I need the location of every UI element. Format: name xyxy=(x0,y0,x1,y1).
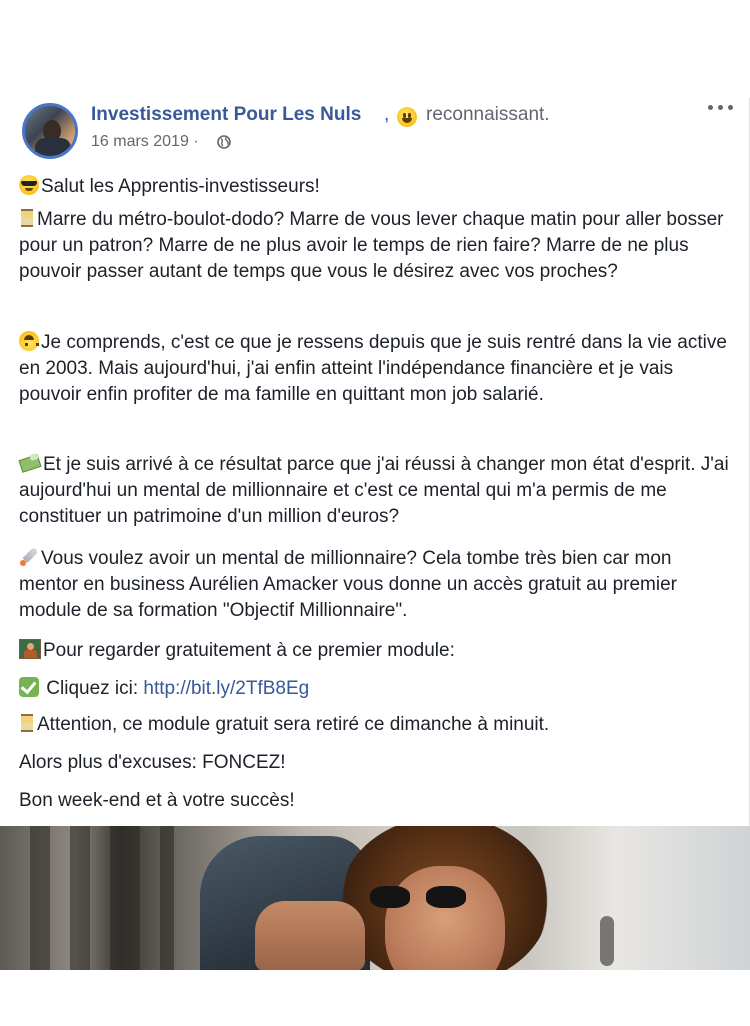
hourglass-emoji xyxy=(19,208,35,228)
paragraph-text: Vous voulez avoir un mental de millionnaire? Cela tombe très bien car mon mentor en business Aurélien Amacker vous donne un accès gratuit au premier module de sa formation "Objectif Millionnaire". xyxy=(19,548,677,621)
grinning-face-icon xyxy=(397,107,417,127)
paragraph-text: Marre du métro-boulot-dodo? Marre de vous lever chaque matin pour aller bosser pour un patron? Marre de ne plus avoir le temps de rien faire? Marre de ne plus pouvoir passer autant de temps que vous le désirez avec vos proches? xyxy=(19,209,724,282)
post-date-link[interactable]: 16 mars 2019 · xyxy=(91,133,199,150)
post-paragraph-8 xyxy=(19,712,731,738)
post-paragraph-9: Alors plus d'excuses: FONCEZ! xyxy=(19,752,286,773)
post-paragraph-4 xyxy=(19,452,731,530)
paragraph-text: Attention, ce module gratuit sera retiré ce dimanche à minuit. xyxy=(37,714,550,735)
paragraph-text: Et je suis arrivé à ce résultat parce que j'ai réussi à changer mon état d'esprit. J'ai aujourd'hui un mental de millionnaire et c'est ce mental qui m'a permis de me constituer un patrimoine d'un million d'euros? xyxy=(19,454,729,527)
post-paragraph-5 xyxy=(19,546,731,624)
globe-icon[interactable] xyxy=(217,135,231,149)
paragraph-text: Pour regarder gratuitement à ce premier module: xyxy=(43,640,455,661)
page-name-link[interactable]: Investissement Pour Les Nuls xyxy=(91,104,362,125)
upside-down-face-emoji xyxy=(19,331,39,351)
more-options-icon[interactable] xyxy=(708,100,736,114)
post-paragraph-3 xyxy=(19,330,731,408)
hourglass-emoji xyxy=(19,713,35,733)
page-avatar[interactable] xyxy=(22,103,78,159)
post-paragraph-1 xyxy=(19,174,731,200)
check-mark-emoji xyxy=(19,677,39,697)
sunglasses-emoji xyxy=(19,175,39,195)
post-paragraph-10: Bon week-end et à votre succès! xyxy=(19,790,295,811)
comma: , xyxy=(384,104,390,125)
shortlink[interactable]: http://bit.ly/2TfB8Eg xyxy=(143,678,310,699)
teacher-emoji xyxy=(19,639,41,659)
post-photo[interactable] xyxy=(0,826,750,970)
post-paragraph-7 xyxy=(19,676,731,702)
money-emoji xyxy=(19,453,41,473)
paragraph-text: Je comprends, c'est ce que je ressens depuis que je suis rentré dans la vie active en 2003. Mais aujourd'hui, j'ai enfin atteint l'indépendance financière et je vais pouvoir enfin profiter de ma famille en quittant mon job salarié. xyxy=(19,332,727,405)
paragraph-text: Salut les Apprentis-investisseurs! xyxy=(41,176,320,197)
rocket-emoji xyxy=(19,547,39,567)
post-paragraph-6 xyxy=(19,638,731,664)
post-paragraph-2 xyxy=(19,207,731,285)
feeling-label: reconnaissant. xyxy=(426,104,550,125)
paragraph-text: Cliquez ici: xyxy=(41,678,144,699)
